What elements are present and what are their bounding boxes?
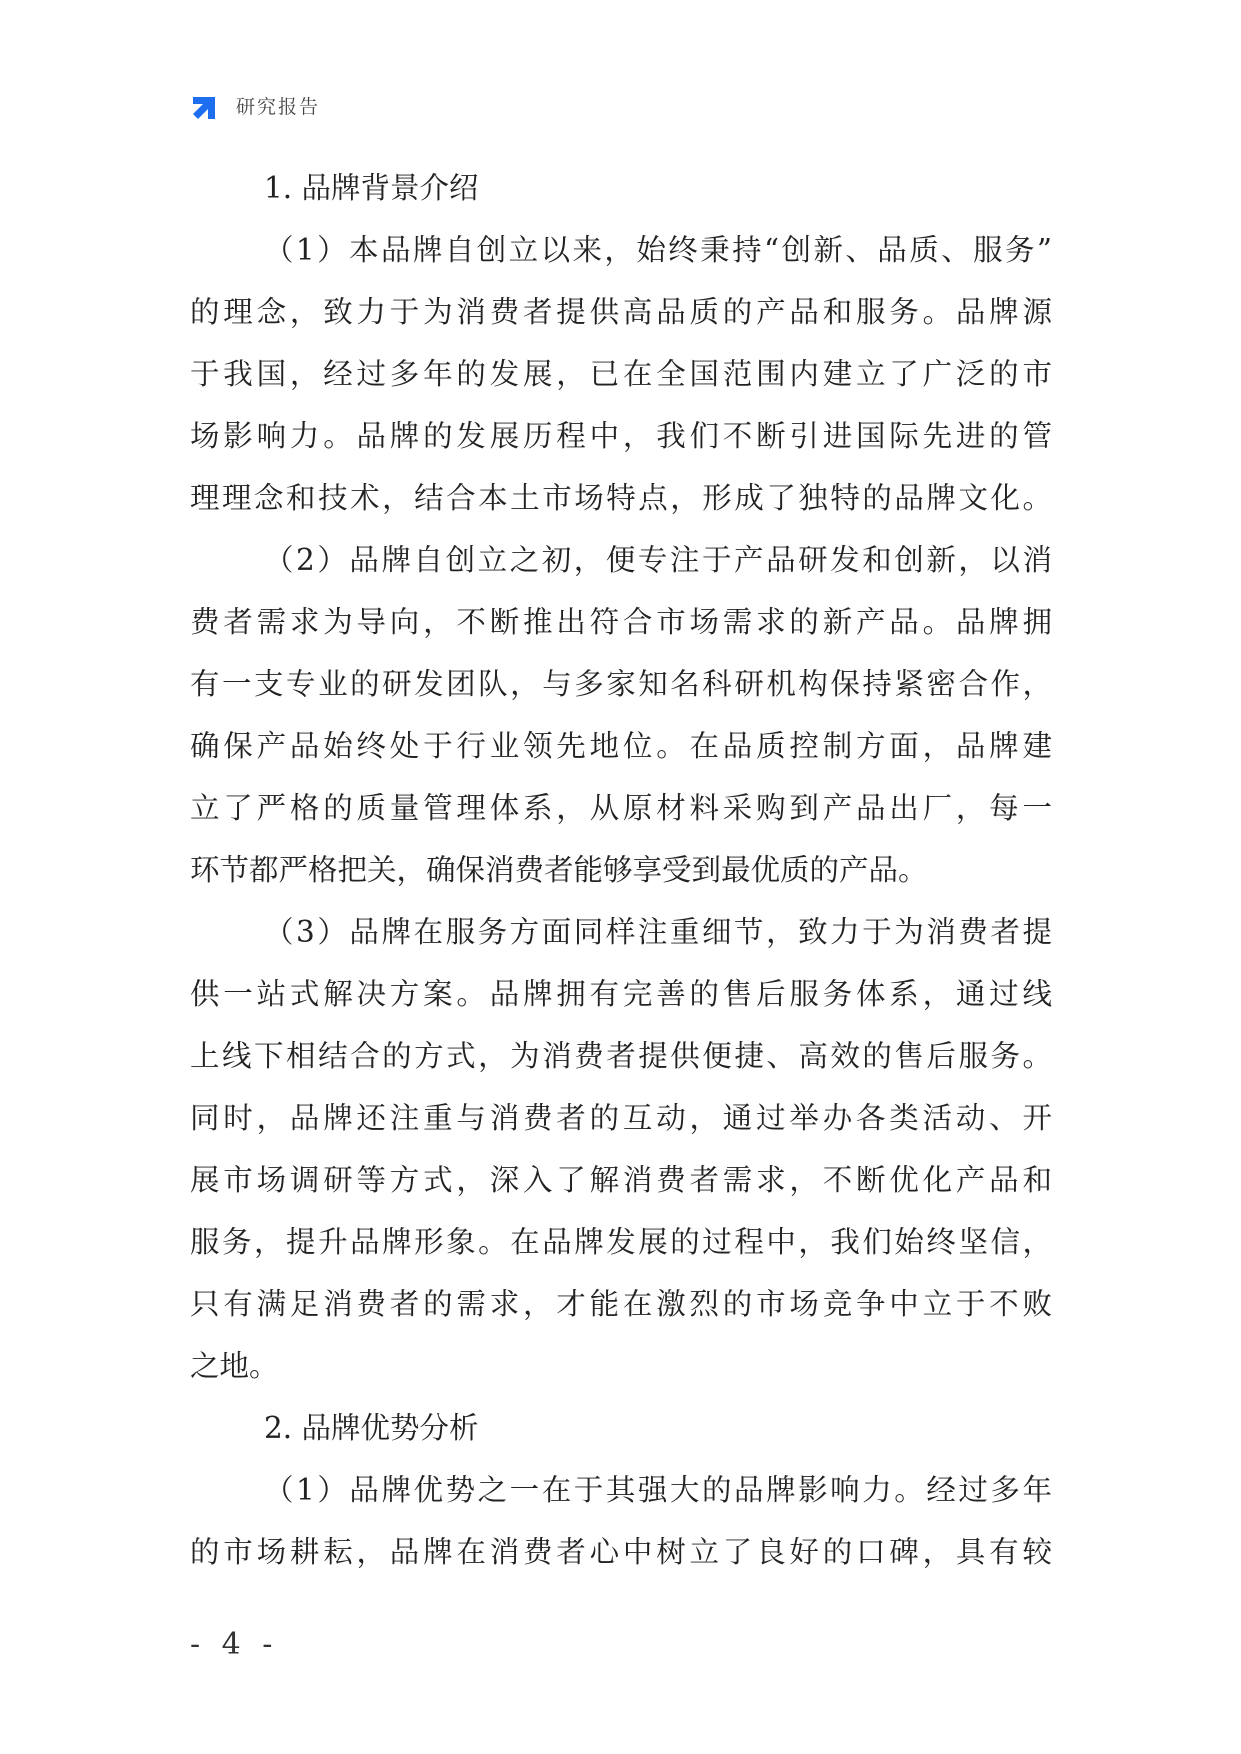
text-line: 于我国，经过多年的发展，已在全国范围内建立了广泛的市 [190,357,1052,391]
text-line: 立了严格的质量管理体系，从原材料采购到产品出厂，每一 [190,791,1052,825]
text-line: 服务，提升品牌形象。在品牌发展的过程中，我们始终坚信， [190,1225,1052,1259]
text-line: 之地。 [190,1349,279,1383]
document-body [190,157,1052,1583]
text-line: 费者需求为导向，不断推出符合市场需求的新产品。品牌拥 [190,605,1052,639]
text-line: （3）品牌在服务方面同样注重细节，致力于为消费者提 [264,915,1052,949]
text-line: 供一站式解决方案。品牌拥有完善的售后服务体系，通过线 [190,977,1052,1011]
diagonal-arrow-icon [190,88,224,122]
text-line: 上线下相结合的方式，为消费者提供便捷、高效的售后服务。 [190,1039,1052,1073]
report-label: 研究报告 [236,95,321,118]
text-line: 的市场耕耘，品牌在消费者心中树立了良好的口碑，具有较 [190,1535,1052,1569]
text-line: 有一支专业的研发团队，与多家知名科研机构保持紧密合作， [190,667,1052,701]
text-line: 的理念，致力于为消费者提供高品质的产品和服务。品牌源 [190,295,1052,329]
text-line: 只有满足消费者的需求，才能在激烈的市场竞争中立于不败 [190,1287,1052,1321]
paragraph [190,529,1052,901]
section-heading: 1. 品牌背景介绍 [264,171,479,205]
section-heading: 2. 品牌优势分析 [264,1411,479,1445]
page-header [190,88,320,122]
text-line: 确保产品始终处于行业领先地位。在品质控制方面，品牌建 [190,729,1052,763]
text-line: 理理念和技术，结合本土市场特点，形成了独特的品牌文化。 [190,481,1052,515]
text-line: （2）品牌自创立之初，便专注于产品研发和创新，以消 [264,543,1052,577]
text-line: 环节都严格把关，确保消费者能够享受到最优质的产品。 [190,853,928,887]
paragraph [190,901,1052,1397]
text-line: 场影响力。品牌的发展历程中，我们不断引进国际先进的管 [190,419,1052,453]
paragraph [190,1459,1052,1583]
text-line: （1）品牌优势之一在于其强大的品牌影响力。经过多年 [264,1473,1052,1507]
text-line: 展市场调研等方式，深入了解消费者需求，不断优化产品和 [190,1163,1052,1197]
text-line: 同时，品牌还注重与消费者的互动，通过举办各类活动、开 [190,1101,1052,1135]
paragraph [190,219,1052,529]
page-number: - 4 - [190,1627,279,1662]
text-line: （1）本品牌自创立以来，始终秉持“创新、品质、服务” [264,233,1052,267]
